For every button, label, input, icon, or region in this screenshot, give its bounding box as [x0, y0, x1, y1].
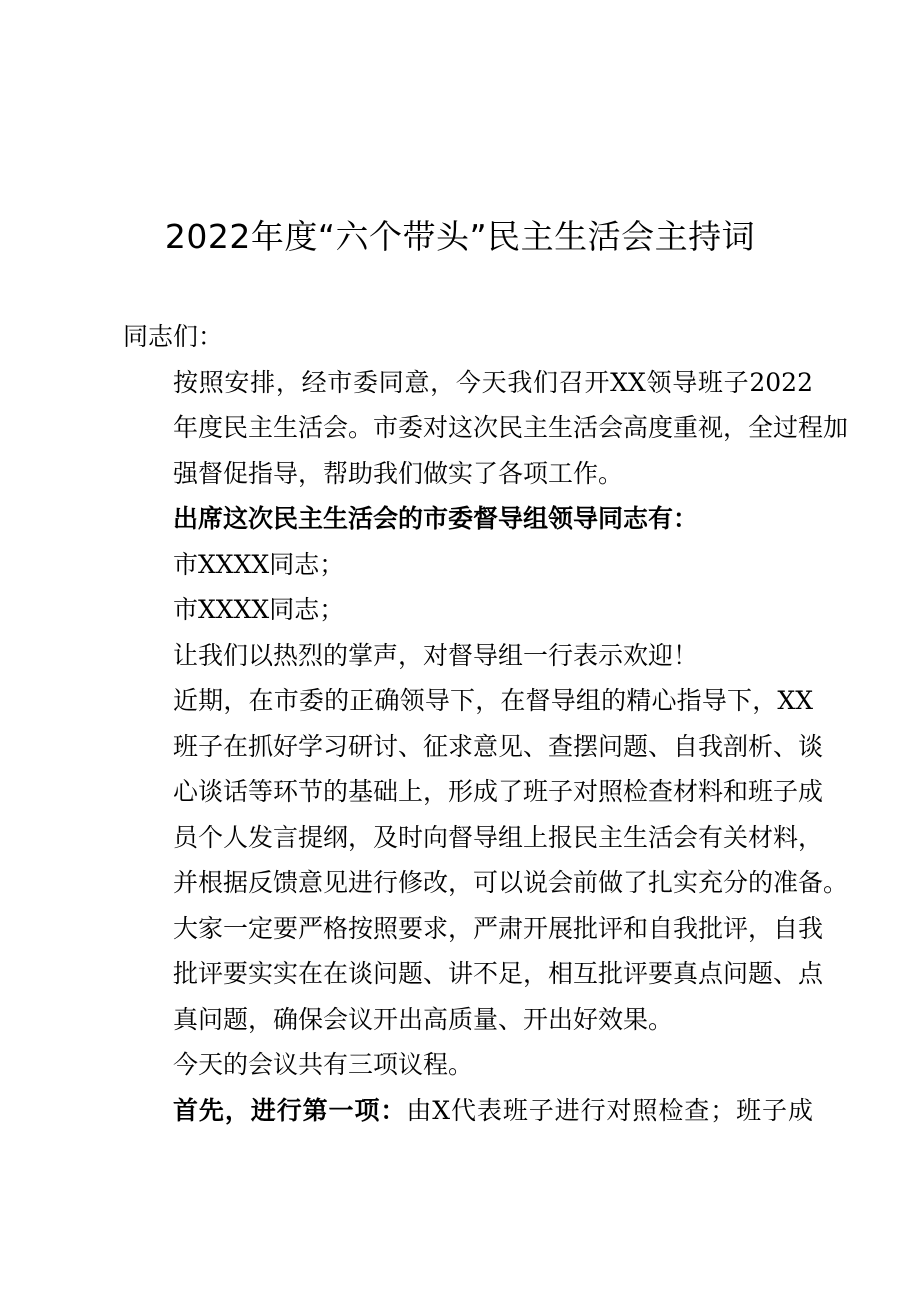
paragraph-attendee-2	[123, 587, 813, 633]
text-line: 出席这次民主生活会的市委督导组领导同志有：	[173, 504, 699, 533]
document-title: 2022年度“六个带头”民主生活会主持词	[164, 217, 756, 256]
paragraph-welcome	[123, 633, 813, 679]
text-line: 班子在抓好学习研讨、征求意见、查摆问题、自我剖析、谈	[173, 731, 824, 761]
text-line: 由X代表班子进行对照检查；班子成	[406, 1095, 813, 1125]
text-line: 心谈话等环节的基础上，形成了班子对照检查材料和班子成	[173, 777, 824, 806]
text-line: 按照安排，经市委同意，今天我们召开XX领导班子2022	[173, 367, 813, 397]
text-line: 大家一定要严格按照要求，严肃开展批评和自我批评，自我	[173, 913, 824, 943]
text-line: 并根据反馈意见进行修改，可以说会前做了扎实充分的准备。	[173, 868, 849, 897]
text-line: 市XXXX同志；	[173, 549, 345, 579]
text-line: 强督促指导，帮助我们做实了各项工作。	[173, 458, 624, 488]
paragraph-opening	[123, 360, 849, 497]
document-body	[123, 314, 849, 1133]
paragraph-agenda-intro	[123, 1042, 813, 1088]
text-line: 真问题，确保会议开出高质量、开出好效果。	[173, 1004, 674, 1034]
text-line: 员个人发言提纲，及时向督导组上报民主生活会有关材料，	[173, 822, 824, 852]
salutation: 同志们：	[123, 322, 224, 351]
text-line: 让我们以热烈的掌声，对督导组一行表示欢迎！	[173, 640, 699, 670]
paragraph-agenda-item-1	[123, 1088, 813, 1134]
agenda-lead: 首先，进行第一项：	[173, 1095, 407, 1125]
paragraph-attendees-intro	[123, 496, 813, 542]
text-line: 市XXXX同志；	[173, 595, 345, 624]
paragraph-attendee-1	[123, 542, 813, 588]
paragraph-preparation	[123, 678, 849, 1042]
text-line: 年度民主生活会。市委对这次民主生活会高度重视，全过程加	[173, 413, 849, 442]
text-line: 批评要实实在在谈问题、讲不足，相互批评要真点问题、点	[173, 959, 824, 988]
text-line: 近期，在市委的正确领导下，在督导组的精心指导下，XX	[173, 686, 813, 715]
text-line: 今天的会议共有三项议程。	[173, 1050, 474, 1079]
